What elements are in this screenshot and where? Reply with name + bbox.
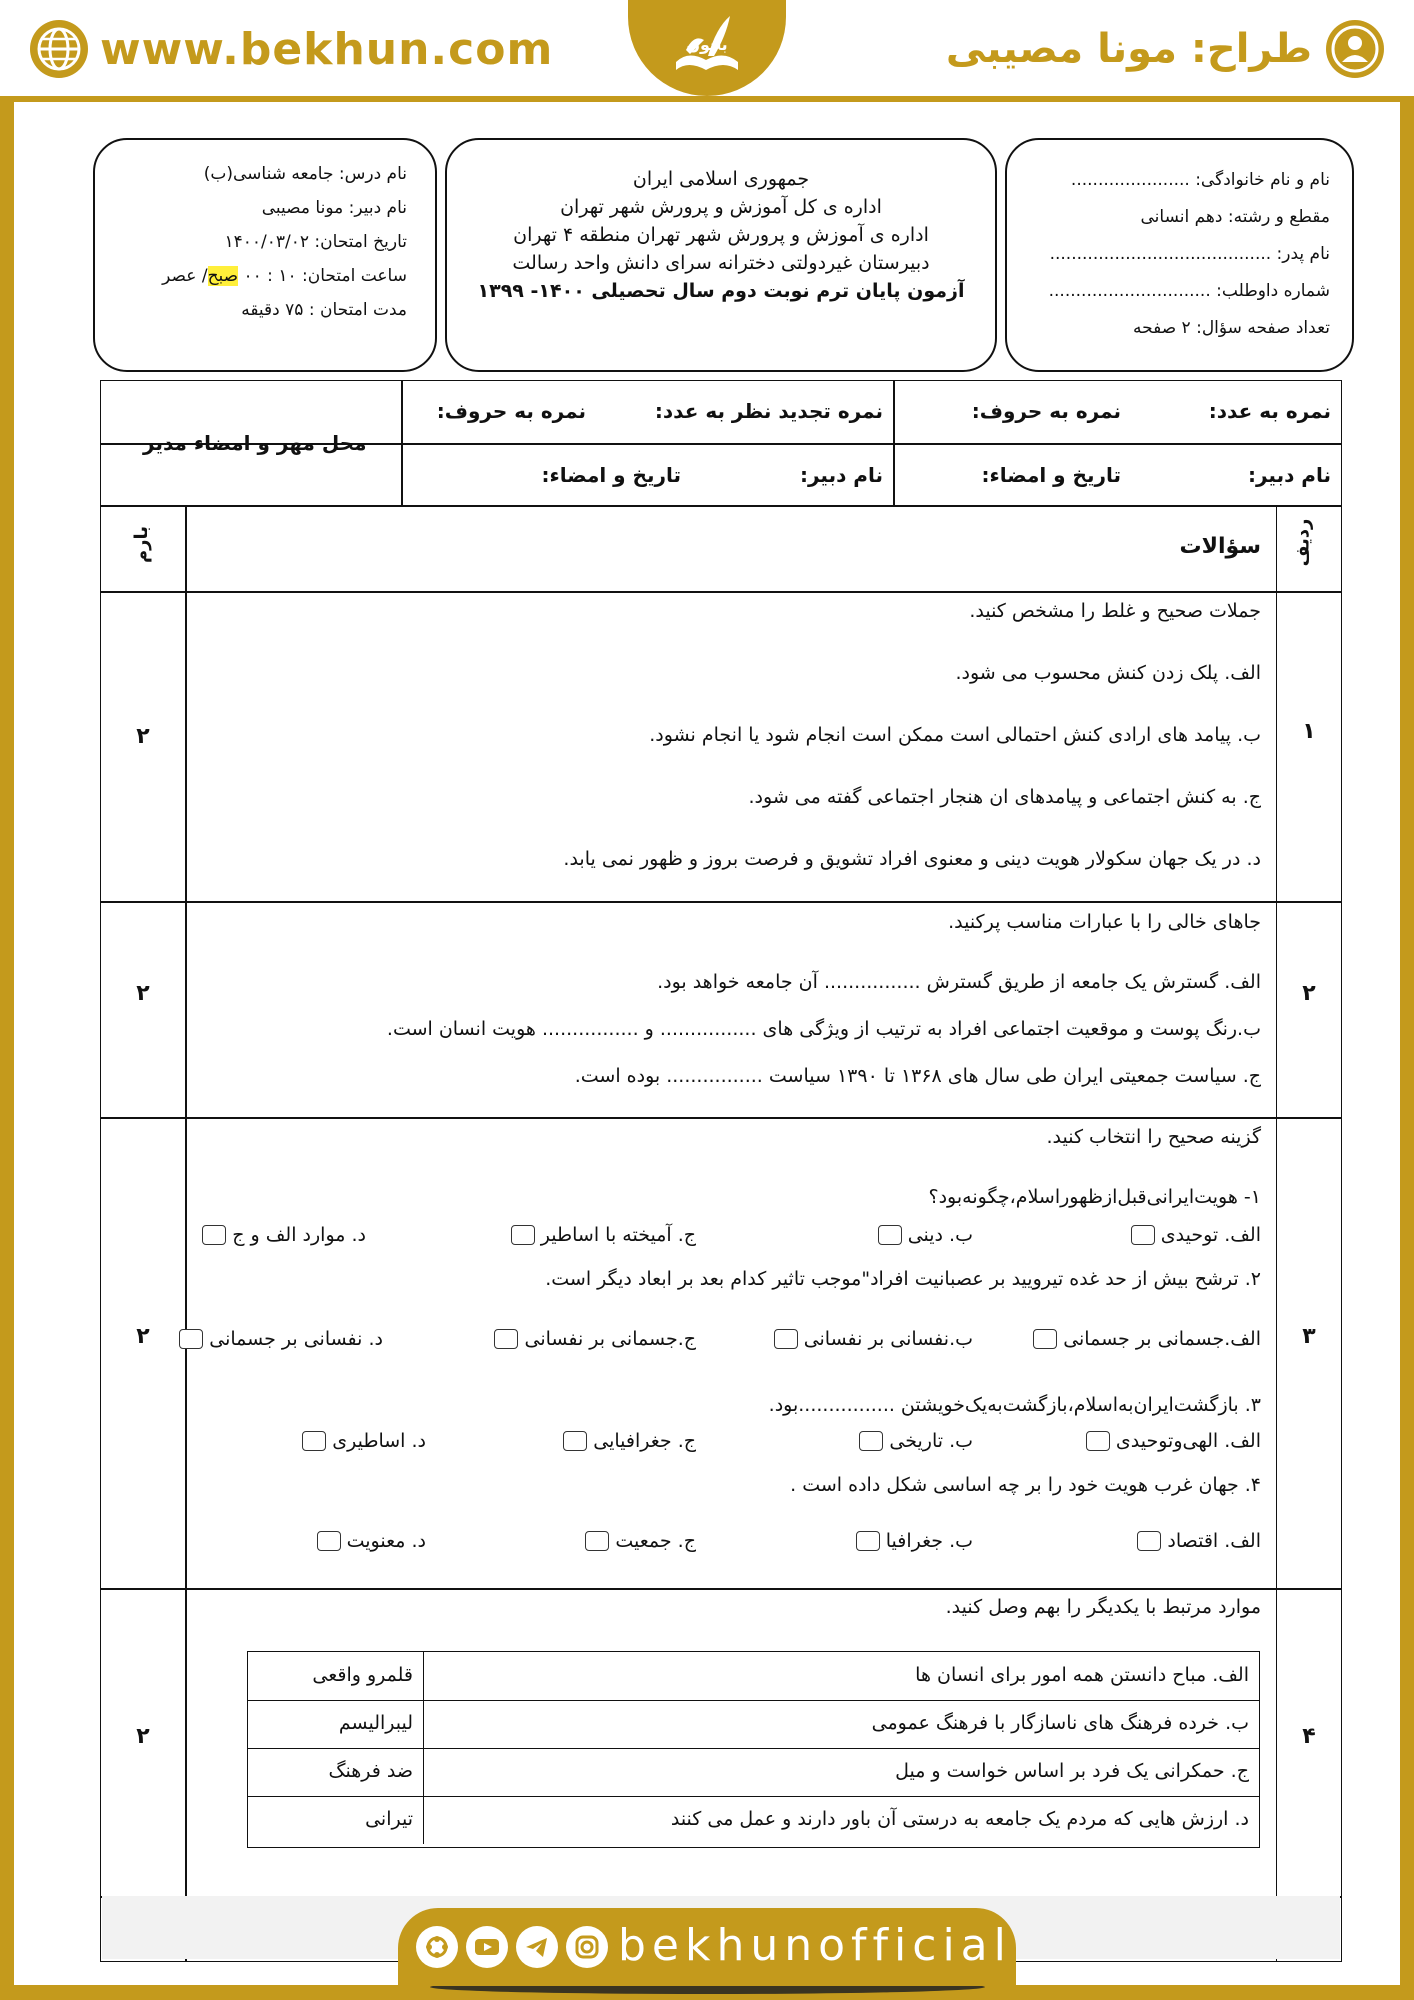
review-date-sign-label: تاریخ و امضاء: [541, 463, 681, 487]
matching-right: قلمرو واقعی [312, 1664, 413, 1686]
q3-sub4-option-b[interactable]: ب. جغرافیا [856, 1530, 973, 1552]
checkbox[interactable] [859, 1431, 883, 1451]
checkbox[interactable] [585, 1531, 609, 1551]
matching-right: ضد فرهنگ [328, 1760, 413, 1782]
exam-time-highlight: صبح [207, 266, 239, 286]
q2-title: جاهای خالی را با عبارات مناسب پرکنید. [948, 911, 1261, 933]
matching-row [248, 1700, 1259, 1749]
checkbox[interactable] [563, 1431, 587, 1451]
matching-left: د. ارزش هایی که مردم یک جامعه به درستی آن باور دارند و عمل می کنند [670, 1808, 1249, 1830]
instagram-icon[interactable] [566, 1926, 608, 1968]
q2-blank-c: ج. سیاست جمعیتی ایران طی سال های ۱۳۶۸ تا ۱۳۹۰ سیاست ................ بوده است. [574, 1065, 1261, 1087]
score-number-label: نمره به عدد: [1208, 399, 1331, 423]
q4-number: ۴ [1302, 1724, 1316, 1749]
q3-sub1-question: ۱- هویت‌ایرانی‌قبل‌ازظهوراسلام،چگونه‌بود؟ [928, 1186, 1261, 1208]
q4-title: موارد مرتبط با یکدیگر را بهم وصل کنید. [945, 1596, 1261, 1618]
telegram-icon[interactable] [516, 1926, 558, 1968]
student-info-box [1005, 138, 1354, 372]
exam-time [162, 266, 407, 286]
q3-title: گزینه صحیح را انتخاب کنید. [1046, 1126, 1261, 1148]
exam-title-line: آزمون پایان ترم نوبت دوم سال تحصیلی ۱۴۰۰- ۱۳۹۹ [477, 280, 965, 302]
q3-sub2-option-d[interactable]: د. نفسانی بر جسمانی [179, 1328, 383, 1350]
row-header: ردیف [1292, 518, 1314, 567]
q2-blank-b: ب.رنگ پوست و موقعیت اجتماعی افراد به ترتیب از ویژگی های ................ و ................ هویت انسان است. [386, 1018, 1261, 1040]
q3-sub4-option-c[interactable]: ج. جمعیت [585, 1530, 696, 1552]
review-teacher-name-label: نام دبیر: [799, 463, 883, 487]
q3-sub4-option-a[interactable]: الف. اقتصاد [1137, 1530, 1261, 1552]
checkbox[interactable] [317, 1531, 341, 1551]
subject-name: نام درس: جامعه شناسی(ب) [203, 164, 407, 184]
website-text: www.bekhun.com [100, 23, 554, 75]
book-logo-icon [668, 10, 746, 82]
svg-text:بخون: بخون [686, 35, 728, 54]
brand-logo [628, 0, 786, 96]
top-bar [0, 0, 1414, 102]
matching-row [248, 1796, 1259, 1844]
score-words-label: نمره به حروف: [971, 399, 1121, 423]
q1-score: ۲ [136, 724, 150, 749]
matching-left: الف. مباح دانستن همه امور برای انسان ها [915, 1664, 1249, 1686]
aparat-icon[interactable] [416, 1926, 458, 1968]
q1-title: جملات صحیح و غلط را مشخص کنید. [969, 600, 1261, 622]
q3-score: ۲ [136, 1324, 150, 1349]
q2-blank-a: الف. گسترش یک جامعه از طریق گسترش ................ آن جامعه خواهد بود. [657, 971, 1261, 993]
district-office-line: اداره ی آموزش و پرورش شهر تهران منطقه ۴ تهران [513, 224, 929, 246]
q3-sub3-option-a[interactable]: الف. الهی‌وتوحیدی [1086, 1430, 1261, 1452]
checkbox[interactable] [774, 1329, 798, 1349]
questions-table [100, 505, 1342, 1962]
q3-sub4-question: ۴. جهان غرب هویت خود را بر چه اساسی شکل داده است . [790, 1474, 1261, 1496]
q3-sub3-option-c[interactable]: ج. جغرافیایی [563, 1430, 696, 1452]
exam-info-box [93, 138, 437, 372]
general-office-line: اداره ی کل آموزش و پرورش شهر تهران [560, 196, 882, 218]
exam-time-end: / عصر [162, 266, 208, 286]
score-header: بارم [131, 525, 153, 564]
q1-number: ۱ [1302, 719, 1316, 744]
teacher-name: نام دبیر: مونا مصیبی [261, 198, 407, 218]
grade-field: مقطع و رشته: دهم انسانی [1140, 207, 1330, 227]
matching-left: ج. حمکرانی یک فرد بر اساس خواست و میل [895, 1760, 1249, 1782]
q3-sub2-question: ۲. ترشح بیش از حد غده تیرویید بر عصبانیت افراد"موجب تاثیر کدام بعد بر ابعاد دیگر است. [545, 1268, 1261, 1290]
page-count: تعداد صفحه سؤال: ۲ صفحه [1133, 318, 1330, 338]
review-score-number-label: نمره تجدید نظر به عدد: [654, 399, 883, 423]
checkbox[interactable] [302, 1431, 326, 1451]
globe-icon [30, 20, 88, 78]
q3-sub4-option-d[interactable]: د. معنویت [317, 1530, 426, 1552]
checkbox[interactable] [856, 1531, 880, 1551]
q2-score: ۲ [136, 981, 150, 1006]
checkbox[interactable] [511, 1225, 535, 1245]
designer-name: طراح: مونا مصیبی [945, 26, 1312, 72]
social-footer [398, 1908, 1016, 1986]
q3-sub1-option-a[interactable]: الف. توحیدی [1131, 1224, 1261, 1246]
checkbox[interactable] [1137, 1531, 1161, 1551]
checkbox[interactable] [1033, 1329, 1057, 1349]
school-title-box [445, 138, 997, 372]
matching-left: ب. خرده فرهنگ های ناسازگار با فرهنگ عمومی [871, 1712, 1249, 1734]
person-icon [1326, 20, 1384, 78]
checkbox[interactable] [1131, 1225, 1155, 1245]
q3-sub3-question: ۳. بازگشت‌ایران‌به‌اسلام،بازگشت‌به‌یک‌خویشتن ................بود. [768, 1394, 1261, 1416]
questions-header: سؤالات [1179, 534, 1261, 559]
matching-table [247, 1651, 1260, 1848]
q1-statement-c: ج. به کنش اجتماعی و پیامدهای ان هنجار اجتماعی گفته می شود. [748, 786, 1261, 808]
checkbox[interactable] [1086, 1431, 1110, 1451]
q3-sub2-option-b[interactable]: ب.نفسانی بر نفسانی [774, 1328, 973, 1350]
republic-line: جمهوری اسلامی ایران [632, 168, 810, 190]
social-handle[interactable]: bekhunofficial [618, 1920, 1012, 1971]
q3-sub2-option-c[interactable]: ج.جسمانی بر نفسانی [494, 1328, 696, 1350]
q3-sub1-option-d[interactable]: د. موارد الف و ج [202, 1224, 366, 1246]
matching-row [248, 1748, 1259, 1797]
q2-number: ۲ [1302, 981, 1316, 1006]
matching-row [248, 1652, 1259, 1701]
date-sign-label: تاریخ و امضاء: [981, 463, 1121, 487]
matching-right: تیرانی [365, 1808, 413, 1830]
exam-time-label: ساعت امتحان: ۱۰ : ۰۰ [238, 266, 407, 286]
exam-duration: مدت امتحان : ۷۵ دقیقه [241, 300, 407, 320]
youtube-icon[interactable] [466, 1926, 508, 1968]
q1-statement-a: الف. پلک زدن کنش محسوب می شود. [955, 662, 1261, 684]
exam-date: تاریخ امتحان: ۱۴۰۰/۰۳/۰۲ [224, 232, 407, 252]
review-score-words-label: نمره به حروف: [436, 399, 586, 423]
grade-table [100, 380, 1342, 507]
student-name-field[interactable]: نام و نام خانوادگی: ...................... [1070, 170, 1330, 190]
teacher-name-label: نام دبیر: [1247, 463, 1331, 487]
checkbox[interactable] [494, 1329, 518, 1349]
q1-statement-b: ب. پیامد های ارادی کنش احتمالی است ممکن است انجام شود یا انجام نشود. [649, 724, 1261, 746]
social-icons [416, 1926, 608, 1968]
checkbox[interactable] [878, 1225, 902, 1245]
designer-label [946, 20, 1384, 78]
father-name-field[interactable]: نام پدر: ......................................... [1049, 244, 1330, 264]
checkbox[interactable] [179, 1329, 203, 1349]
checkbox[interactable] [202, 1225, 226, 1245]
q3-sub2-option-a[interactable]: الف.جسمانی بر جسمانی [1033, 1328, 1261, 1350]
candidate-number-field[interactable]: شماره داوطلب: .............................. [1048, 281, 1330, 301]
q3-sub3-option-d[interactable]: د. اساطیری [302, 1430, 426, 1452]
q4-score: ۲ [136, 1724, 150, 1749]
website-link[interactable] [30, 20, 553, 78]
q3-sub1-option-c[interactable]: ج. آمیخته با اساطیر [511, 1224, 696, 1246]
school-name-line: دبیرستان غیردولتی دخترانه سرای دانش واحد رسالت [512, 252, 930, 274]
q3-number: ۳ [1302, 1324, 1316, 1349]
q3-sub3-option-b[interactable]: ب. تاریخی [859, 1430, 973, 1452]
q3-sub1-option-b[interactable]: ب. دینی [878, 1224, 973, 1246]
q1-statement-d: د. در یک جهان سکولار هویت دینی و معنوی افراد تشویق و فرصت بروز و ظهور نمی یابد. [563, 848, 1261, 870]
matching-right: لیبرالیسم [338, 1712, 413, 1734]
principal-stamp-label: محل مهر و امضاء مدیر [143, 431, 367, 455]
